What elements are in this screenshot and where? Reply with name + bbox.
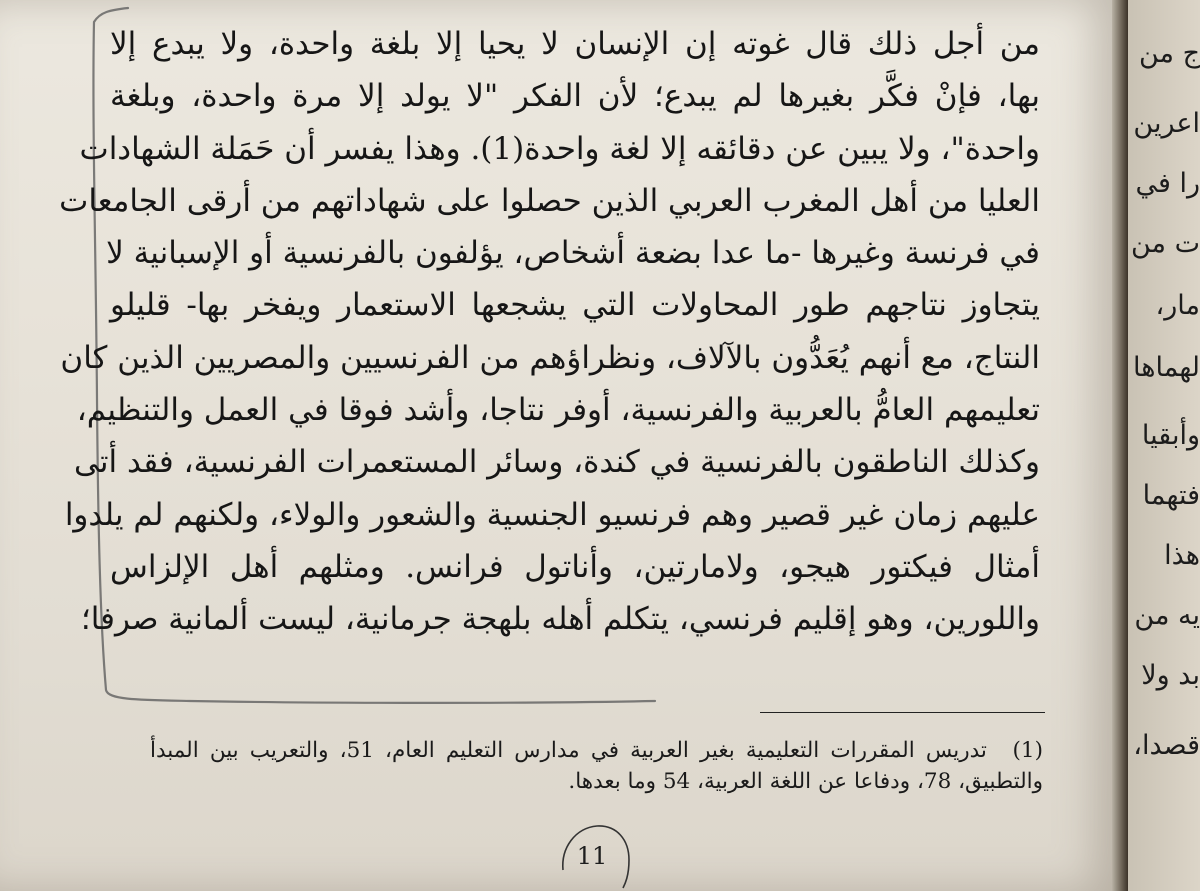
text-line: العليا من أهل المغرب العربي الذين حصلوا على شهاداتهم من أرقى الجامعات xyxy=(59,182,1040,219)
footnote-marker: (1) xyxy=(1012,738,1043,763)
text-line: واحدة"، ولا يبين عن دقائقه إلا لغة واحدة(1). وهذا يفسر أن حَمَلة الشهادات xyxy=(79,130,1040,167)
text-line: تعليمهم العامُّ بالعربية والفرنسية، أوفر نتاجا، وأشد فوقا في العمل والتنظيم، xyxy=(76,392,1040,429)
adjacent-text: قصدا، xyxy=(1133,730,1200,761)
text-line: في فرنسة وغيرها -ما عدا بضعة أشخاص، يؤلفون بالفرنسية أو الإسبانية لا xyxy=(106,235,1040,272)
text-line: أمثال فيكتور هيجو، ولامارتين، وأناتول فرانس. ومثلهم أهل الإلزاس xyxy=(110,548,1040,585)
page-number: 11 xyxy=(576,842,608,870)
adjacent-text: يه من xyxy=(1134,600,1200,631)
adjacent-page xyxy=(1128,0,1200,891)
footnote xyxy=(150,735,1043,797)
footnote-separator xyxy=(760,712,1045,713)
adjacent-text: هذا xyxy=(1164,540,1200,571)
adjacent-text: لهماها xyxy=(1133,352,1200,383)
text-line: وكذلك الناطقون بالفرنسية في كندة، وسائر المستعمرات الفرنسية، فقد أتى xyxy=(74,444,1040,481)
adjacent-text: را في xyxy=(1135,168,1200,199)
footnote-line xyxy=(150,735,1043,766)
adjacent-text: بد ولا xyxy=(1141,660,1200,691)
text-line: النتاج، مع أنهم يُعَدُّون بالآلاف، ونظراؤهم من الفرنسيين والمصريين الذين كان xyxy=(60,339,1040,376)
adjacent-text: ج من xyxy=(1138,38,1200,69)
footnote-text: تدريس المقررات التعليمية بغير العربية في مدارس التعليم العام، 51، والتعريب بين المبدأ xyxy=(150,738,987,763)
footnote-line: والتطبيق، 78، ودفاعا عن اللغة العربية، 54 وما بعدها. xyxy=(568,769,1043,794)
text-line: واللورين، وهو إقليم فرنسي، يتكلم أهله بلهجة جرمانية، ليست ألمانية صرفا؛ xyxy=(80,601,1040,638)
main-text xyxy=(59,18,1040,646)
text-line: بها، فإنْ فكَّر بغيرها لم يبدع؛ لأن الفكر "لا يولد إلا مرة واحدة، وبلغة xyxy=(110,78,1040,115)
adjacent-text: فتهما xyxy=(1142,480,1200,511)
text-line: يتجاوز نتاجهم طور المحاولات التي يشجعها الاستعمار ويفخر بها- قليلو xyxy=(110,287,1040,324)
text-line: عليهم زمان غير قصير وهم فرنسيو الجنسية والشعور والولاء، ولكنهم لم يلدوا xyxy=(64,496,1040,533)
adjacent-text: ت من xyxy=(1130,228,1200,259)
adjacent-text: اعرين xyxy=(1133,108,1200,139)
adjacent-text: وأبقيا xyxy=(1141,420,1200,451)
text-line: من أجل ذلك قال غوته إن الإنسان لا يحيا إلا بلغة واحدة، ولا يبدع إلا xyxy=(110,26,1040,62)
book-gutter xyxy=(1112,0,1128,891)
adjacent-text: مار، xyxy=(1155,290,1200,321)
